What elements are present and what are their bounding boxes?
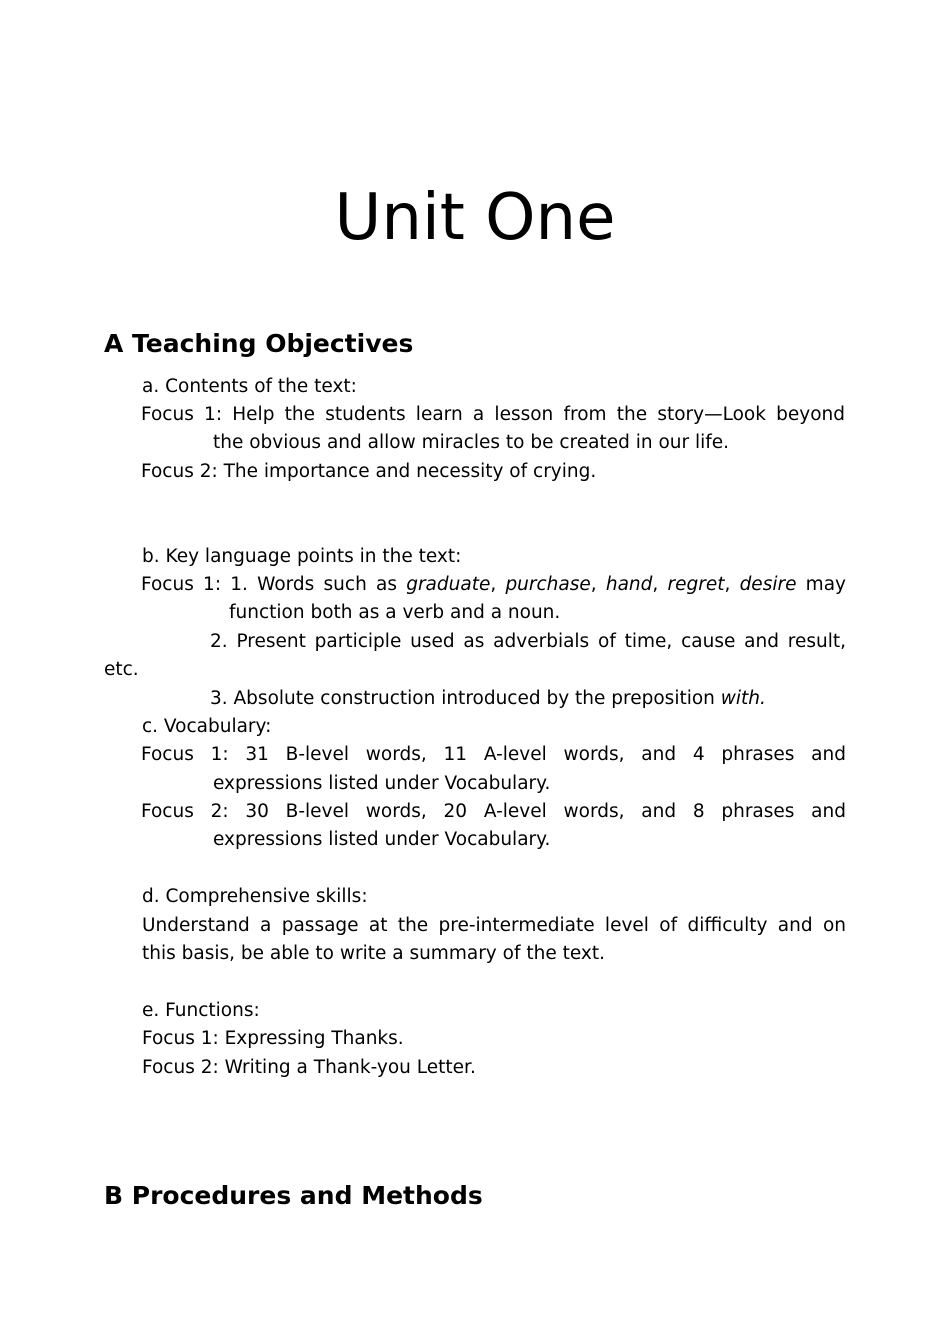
key-points-item2-line2: etc. bbox=[104, 659, 139, 680]
skills-line1: Understand a passage at the pre-intermediate level of difficulty and on bbox=[142, 915, 846, 936]
key-points-focus1-line1 bbox=[141, 571, 846, 599]
vocabulary-focus2-line2: expressions listed under Vocabulary. bbox=[213, 829, 551, 850]
vocabulary-focus2-line1: Focus 2: 30 B-level words, 20 A-level words, and 8 phrases and bbox=[141, 801, 846, 822]
section-b-heading: B Procedures and Methods bbox=[104, 1181, 483, 1210]
vocabulary-focus1-line2: expressions listed under Vocabulary. bbox=[213, 773, 551, 794]
page-title: Unit One bbox=[334, 181, 616, 255]
functions-focus2: Focus 2: Writing a Thank-you Letter. bbox=[142, 1057, 476, 1078]
word-graduate: graduate bbox=[406, 574, 491, 595]
key-points-item3 bbox=[210, 685, 766, 713]
skills-label: d. Comprehensive skills: bbox=[142, 886, 368, 907]
item3-italic: with. bbox=[720, 688, 766, 709]
item3-text: 3. Absolute construction introduced by the preposition bbox=[210, 688, 721, 709]
functions-label: e. Functions: bbox=[142, 1000, 260, 1021]
focus1-prefix: Focus 1: 1. Words such as bbox=[141, 574, 407, 595]
word-desire: desire bbox=[739, 574, 797, 595]
separator: , bbox=[490, 574, 506, 595]
functions-focus1: Focus 1: Expressing Thanks. bbox=[142, 1028, 404, 1049]
separator: , bbox=[590, 574, 606, 595]
section-a-heading: A Teaching Objectives bbox=[104, 329, 414, 358]
vocabulary-focus1-line1: Focus 1: 31 B-level words, 11 A-level words, and 4 phrases and bbox=[141, 744, 846, 765]
contents-focus1-line1: Focus 1: Help the students learn a lesson from the story—Look beyond bbox=[141, 404, 845, 425]
key-points-item2-line1: 2. Present participle used as adverbials of time, cause and result, bbox=[210, 631, 846, 652]
word-regret: regret bbox=[667, 574, 725, 595]
word-hand: hand bbox=[605, 574, 653, 595]
key-points-focus1-line2: function both as a verb and a noun. bbox=[229, 602, 561, 623]
key-points-label: b. Key language points in the text: bbox=[142, 546, 462, 567]
contents-focus2: Focus 2: The importance and necessity of crying. bbox=[141, 461, 597, 482]
separator: , bbox=[652, 574, 668, 595]
contents-label: a. Contents of the text: bbox=[142, 376, 357, 397]
separator: , bbox=[724, 574, 740, 595]
contents-focus1-line2: the obvious and allow miracles to be created in our life. bbox=[213, 432, 730, 453]
word-purchase: purchase bbox=[505, 574, 591, 595]
focus1-suffix: may bbox=[796, 574, 846, 595]
vocabulary-label: c. Vocabulary: bbox=[142, 716, 272, 737]
skills-line2: this basis, be able to write a summary of the text. bbox=[142, 943, 605, 964]
